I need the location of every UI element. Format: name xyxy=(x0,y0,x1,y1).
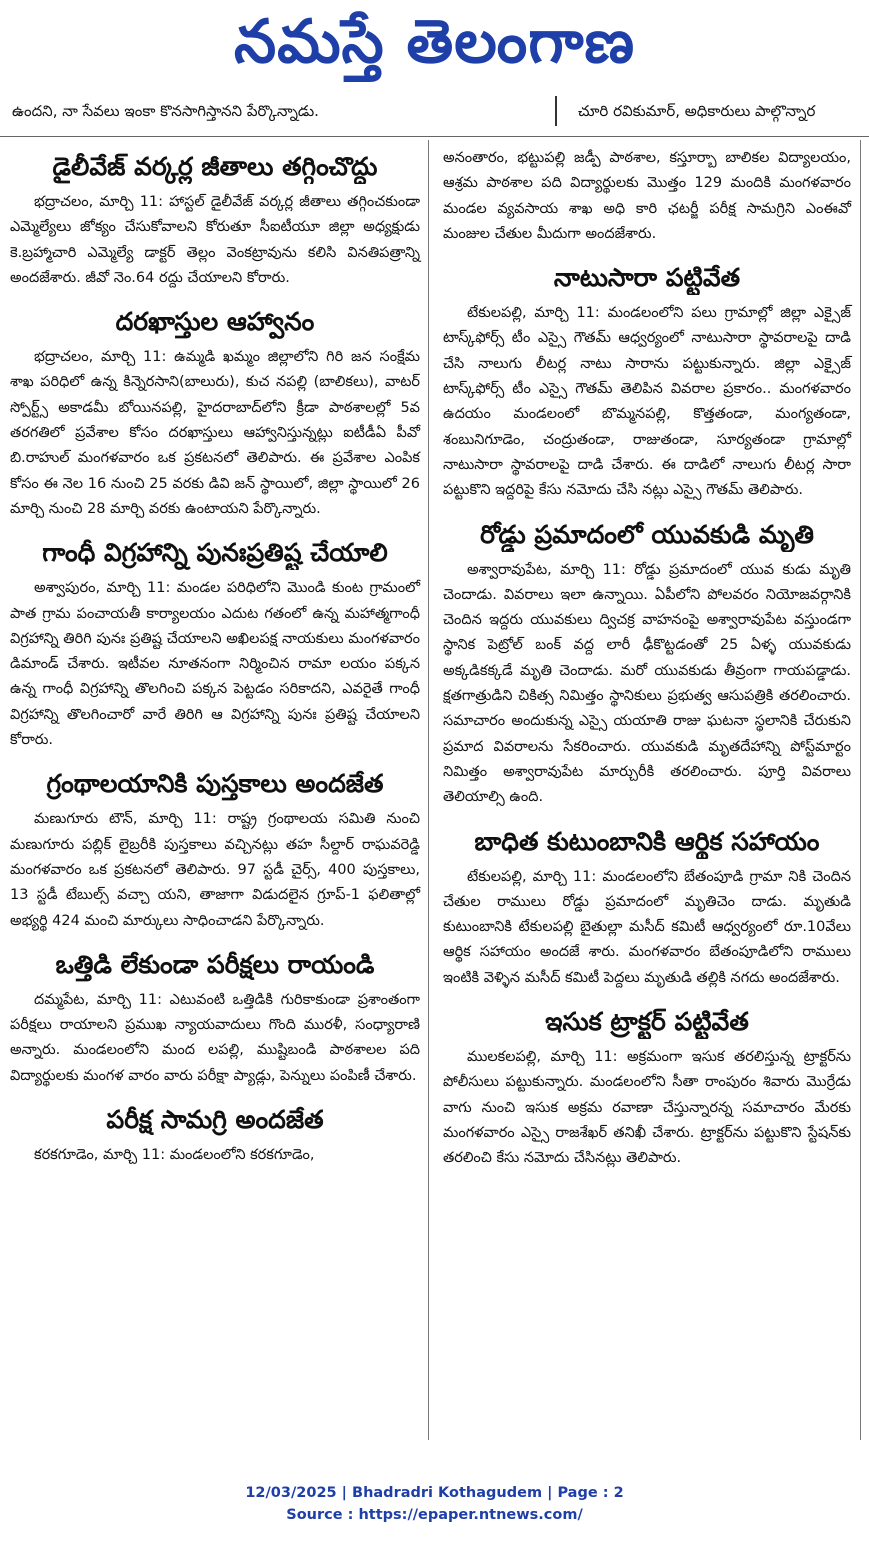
article-exam-stress xyxy=(10,948,420,1089)
article-liquor-seizure xyxy=(443,261,851,503)
article-headline: ఇసుక ట్రాక్టర్ పట్టివేత xyxy=(545,1007,749,1037)
continuation-text-left: ఉందని, నా సేవలు ఇంకా కొనసాగిస్తానని పేర్కొన్నాడు. xyxy=(12,102,319,120)
continuation-text-right: చూరి రవికుమార్, అధికారులు పాల్గొన్నార xyxy=(578,102,816,120)
article-body: అనంతారం, భట్టుపల్లి జడ్పీ పాఠశాల, కస్తూర్బా బాలికల విద్యాలయం, ఆశ్రమ పాఠశాల పది విద్యార్థులకు మొత్తం 129 మందికి మంగళవారం మండల వ్యవసాయ శాఖ అధి కారి ఛటర్జీ పరీక్ష సామగ్రిని ఎంఈవో మంజుల చేతుల మీదుగా అందజేశారు. xyxy=(443,150,851,242)
article-gandhi-statue xyxy=(10,536,420,753)
article-body: మణుగూరు టౌన్, మార్చి 11: రాష్ట్ర గ్రంథాలయ సమితి నుంచి మణుగూరు పబ్లిక్ లైబ్రరీకి పుస్తకాలు వచ్చినట్లు తహ సీల్దార్ రాఘవరెడ్డి మంగళవారం ఒక ప్రకటనలో తెలిపారు. 97 స్టడీ చైర్స్, 400 పుస్తకాలు, 13 స్టడీ టేబుల్స్ వచ్చా యని, తాజాగా విడుదలైన గ్రూప్-1 ఫలితాల్లో అభ్యర్థి 424 మంచి మార్కులు సాధించాడని పేర్కొన్నారు. xyxy=(10,811,420,929)
article-body: భద్రాచలం, మార్చి 11: హాస్టల్ డైలీవేజ్ వర్కర్ల జీతాలు తగ్గించకుండా ఎమ్మెల్యేలు జోక్యం చేసుకోవాలని కోరుతూ సీఐటీయూ జిల్లా అధ్యక్షుడు కె.బ్రహ్మాచారి ఎమ్మెల్యే డాక్టర్ తెల్లం వెంకట్రావును కలిసి వినతిపత్రాన్ని అందజేశారు. జీవో నెం.64 రద్దు చేయాలని కోరారు. xyxy=(10,194,420,286)
article-body: కరకగూడెం, మార్చి 11: మండలంలోని కరకగూడెం, xyxy=(34,1147,315,1164)
article-headline: పరీక్ష సామగ్రి అందజేత xyxy=(106,1105,324,1135)
article-body: అశ్వాపురం, మార్చి 11: మండల పరిధిలోని మొండి కుంట గ్రామంలో పాత గ్రామ పంచాయతీ కార్యాలయం ఎదుట గతంలో ఉన్న మహాత్మగాంధీ విగ్రహాన్ని తిరిగి పునః ప్రతిష్ట చేయాలని అఖిలపక్ష నాయకులు మంగళవారం డిమాండ్ చేశారు. ఇటీవల నూతనంగా నిర్మించిన రామా లయం పక్కన ఉన్న గాంధీ విగ్రహాన్ని తొలగించి పక్కన పెట్టడం సరికాదని, ఎవరైతే గాంధీ విగ్రహాన్ని తొలగించారో వారే తిరిగి ఆ విగ్రహాన్ని పునః ప్రతిష్ట చేయాలని కోరారు. xyxy=(10,580,420,749)
column-right xyxy=(443,146,851,1186)
column-left xyxy=(10,150,420,1182)
strip-divider xyxy=(555,96,557,126)
article-financial-aid xyxy=(443,825,851,991)
article-dailywage xyxy=(10,150,420,291)
article-sand-tractor xyxy=(443,1005,851,1171)
article-body: భద్రాచలం, మార్చి 11: ఉమ్మడి ఖమ్మం జిల్లాలోని గిరి జన సంక్షేమ శాఖ పరిధిలో ఉన్న కిన్నెరసాని(బాలురు), కుచ నపల్లి (బాలికలు), వాటర్ స్పోర్ట్స్ అకాడమీ బోయినపల్లి, హైదరాబాద్‌లోని క్రీడా పాఠశాలల్లో 5వ తరగతిలో ప్రవేశాల కోసం దరఖాస్తులు ఆహ్వానిస్తున్నట్లు ఐటీడీఏ పీవో బి.రాహుల్ మంగళవారం ఒక ప్రకటనలో తెలిపారు. ఈ ప్రవేశాల ఎంపిక కోసం ఈ నెల 16 నుంచి 25 వరకు డివి జన్ స్థాయిలో, జిల్లా స్థాయిలో 26 మార్చి నుంచి 28 మార్చి వరకు ఉంటాయని పేర్కొన్నారు. xyxy=(10,349,420,517)
article-road-accident xyxy=(443,518,851,811)
article-body: ములకలపల్లి, మార్చి 11: అక్రమంగా ఇసుక తరలిస్తున్న ట్రాక్టర్‌ను పోలీసులు పట్టుకున్నారు. మండలంలోని సీతా రాంపురం శివారు మొర్రేడు వాగు నుంచి ఇసుక అక్రమ రవాణా చేస్తున్నారన్న సమాచారం మేరకు మంగళవారం ఎస్సై రాజశేఖర్ తనిఖీ చేశారు. ట్రాక్టర్‌ను పట్టుకొని స్టేషన్‌కు తరలించి కేసు నమోదు చేసినట్లు తెలిపారు. xyxy=(443,1049,851,1167)
footer-edition-info: 12/03/2025 | Bhadradri Kothagudem | Page : 2 xyxy=(245,1485,624,1501)
top-rule xyxy=(0,136,869,137)
article-body: టేకులపల్లి, మార్చి 11: మండలంలోని పలు గ్రామాల్లో జిల్లా ఎక్సైజ్ టాస్క్‌ఫోర్స్ టీం ఎస్సై గౌతమ్ ఆధ్వర్యంలో నాటుసారా స్థావరాలపై దాడి చేసి నాలుగు లీటర్ల నాటు సారాను పట్టుకున్నారు. జిల్లా ఎక్సైజ్ టాస్క్‌ఫోర్స్ టీం ఎస్సై గౌతమ్ తెలిపిన వివరాల ప్రకారం.. మంగళవారం ఉదయం మండలంలో బొమ్మనపల్లి, కొత్తతండా, మంగ్యతండా, శంబునిగూడెం, చంద్రుతండా, రాజుతండా, సూర్యతండా గ్రామాల్లో నాటుసారా స్థావరాలపై దాడి చేశారు. ఈ దాడిలో నాలుగు లీటర్ల సారా పట్టుకొని ఇద్దరిపై కేసు నమోదు చేసి నట్లు ఎస్సై గౌతమ్ తెలిపారు. xyxy=(443,305,851,499)
article-headline: ఒత్తిడి లేకుండా పరీక్షలు రాయండి xyxy=(55,949,375,979)
continuation-strip xyxy=(0,92,869,132)
column-divider-right xyxy=(860,140,861,1440)
newspaper-logo: నమస్తే తెలంగాణ xyxy=(233,7,636,77)
article-headline: నాటుసారా పట్టివేత xyxy=(553,263,741,293)
page-footer xyxy=(0,1482,869,1526)
article-body: టేకులపల్లి, మార్చి 11: మండలంలోని బేతంపూడి గ్రామా నికి చెందిన చేతుల రాములు రోడ్డు ప్రమాదంలో మృతిచెం దాడు. మృతుడి కుటుంబానికి టేకులపల్లి బైతుల్లా మసీద్ కమిటీ ఆధ్వర్యంలో రూ.10వేలు ఆర్థిక సహాయం అందజే శారు. మంగళవారం బేతంపూడిలోని రాములు ఇంటికి వెళ్ళిన మసీద్ కమిటీ పెద్దలు మృతుడి తల్లికి నగదు అందజేశారు. xyxy=(443,868,851,986)
article-library-books xyxy=(10,767,420,933)
article-applications xyxy=(10,305,420,522)
article-body: అశ్వారావుపేట, మార్చి 11: రోడ్డు ప్రమాదంలో యువ కుడు మృతి చెందాడు. వివరాలు ఇలా ఉన్నాయి. ఏపీలోని పోలవరం నియోజవర్గానికి చెందిన ఇద్దరు యువకులు ద్విచక్ర వాహనంపై అశ్వారావుపేట వస్తుండగా స్థానిక పెట్రోల్ బంక్ వద్ద లారీ ఢీకొట్టడంతో 25 ఏళ్ళ యువకుడు అక్కడికక్కడే మృతి చెందాడు. మరో యువకుడు తీవ్రంగా గాయపడ్డాడు. క్షతగాత్రుడిని చికిత్స నిమిత్తం స్థానికులు ప్రభుత్వ ఆసుపత్రికి తరలించారు. సమాచారం అందుకున్న ఎస్సై యయాతి రాజు ఘటనా స్థలానికి చేరుకుని ప్రమాద వివరాలను సేకరించారు. యువకుడి మృతదేహాన్ని పోస్ట్‌మార్టం నిమిత్తం అశ్వారావుపేట మార్చురీకి తరలించారు. పూర్తి వివరాలు తెలియాల్సి ఉంది. xyxy=(443,561,851,806)
article-headline: డైలీవేజ్ వర్కర్ల జీతాలు తగ్గించొద్దు xyxy=(52,152,378,181)
article-headline: గ్రంథాలయానికి పుస్తకాలు అందజేత xyxy=(46,769,384,799)
article-headline: రోడ్డు ప్రమాదంలో యువకుడి మృతి xyxy=(480,519,814,549)
article-body: దమ్మపేట, మార్చి 11: ఎటువంటి ఒత్తిడికి గురికాకుండా ప్రశాంతంగా పరీక్షలు రాయాలని ప్రముఖ న్యాయవాదులు గొంది మురళీ, సంధ్యారాణి అన్నారు. మండలంలోని మంద లపల్లి, ముష్టిబండి పాఠశాలల పది విద్యార్థులకు మంగళ వారం వారు పరీక్షా ప్యాడ్లు, పెన్నులు పంపిణీ చేశారు. xyxy=(10,991,420,1084)
article-headline: దరఖాస్తుల ఆహ్వానం xyxy=(115,307,315,337)
footer-source-link[interactable]: Source : https://epaper.ntnews.com/ xyxy=(286,1507,583,1523)
column-divider xyxy=(428,140,429,1440)
article-exam-material-continued xyxy=(443,146,851,247)
article-headline: బాధిత కుటుంబానికి ఆర్థిక సహాయం xyxy=(474,826,820,856)
masthead xyxy=(0,0,869,86)
article-headline: గాంధీ విగ్రహాన్ని పునఃప్రతిష్ట చేయాలి xyxy=(42,538,388,568)
article-exam-material xyxy=(10,1103,420,1168)
